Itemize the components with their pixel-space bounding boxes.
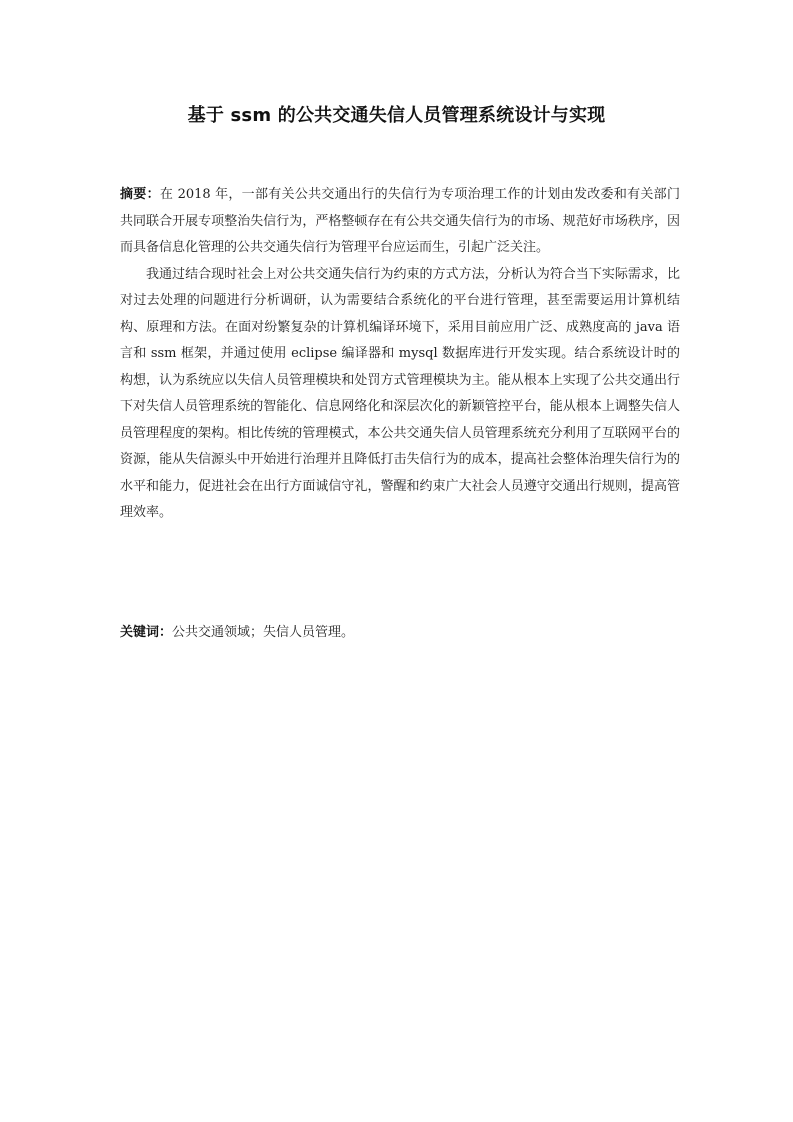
keywords-section <box>120 620 680 646</box>
abstract-text-1: 在 2018 年，一部有关公共交通出行的失信行为专项治理工作的计划由发改委和有关部门共同联合开展专项整治失信行为，严格整顿存在有公共交通失信行为的市场、规范好市场秩序，因而具备信息化管理的公共交通失信行为管理平台应运而生，引起广泛关注。 <box>120 187 680 255</box>
document-title: 基于 ssm 的公共交通失信人员管理系统设计与实现 <box>187 105 606 126</box>
abstract-section <box>120 182 680 527</box>
abstract-paragraph-2: 我通过结合现时社会上对公共交通失信行为约束的方式方法，分析认为符合当下实际需求，比对过去处理的问题进行分析调研，认为需要结合系统化的平台进行管理，甚至需要运用计算机结构、原理和方法。在面对纷繁复杂的计算机编译环境下，采用目前应用广泛、成熟度高的 java 语言和 ssm 框架，并通过使用 eclipse 编译器和 mysql 数据库进行开发实现。结合系统设计时的构想，认为系统应以失信人员管理模块和处罚方式管理模块为主。能从根本上实现了公共交通出行下对失信人员管理系统的智能化、信息网络化和深层次化的新颖管控平台，能从根本上调整失信人员管理程度的架构。相比传统的管理模式，本公共交通失信人员管理系统充分利用了互联网平台的资源，能从失信源头中开始进行治理并且降低打击失信行为的成本，提高社会整体治理失信行为的水平和能力，促进社会在出行方面诚信守礼，警醒和约束广大社会人员遵守交通出行规则，提高管理效率。 <box>120 266 680 520</box>
abstract-paragraph-1 <box>120 182 680 262</box>
abstract-label: 摘要： <box>120 187 160 202</box>
keywords-text: 公共交通领域；失信人员管理。 <box>172 625 355 640</box>
keywords-label: 关键词： <box>120 625 173 640</box>
